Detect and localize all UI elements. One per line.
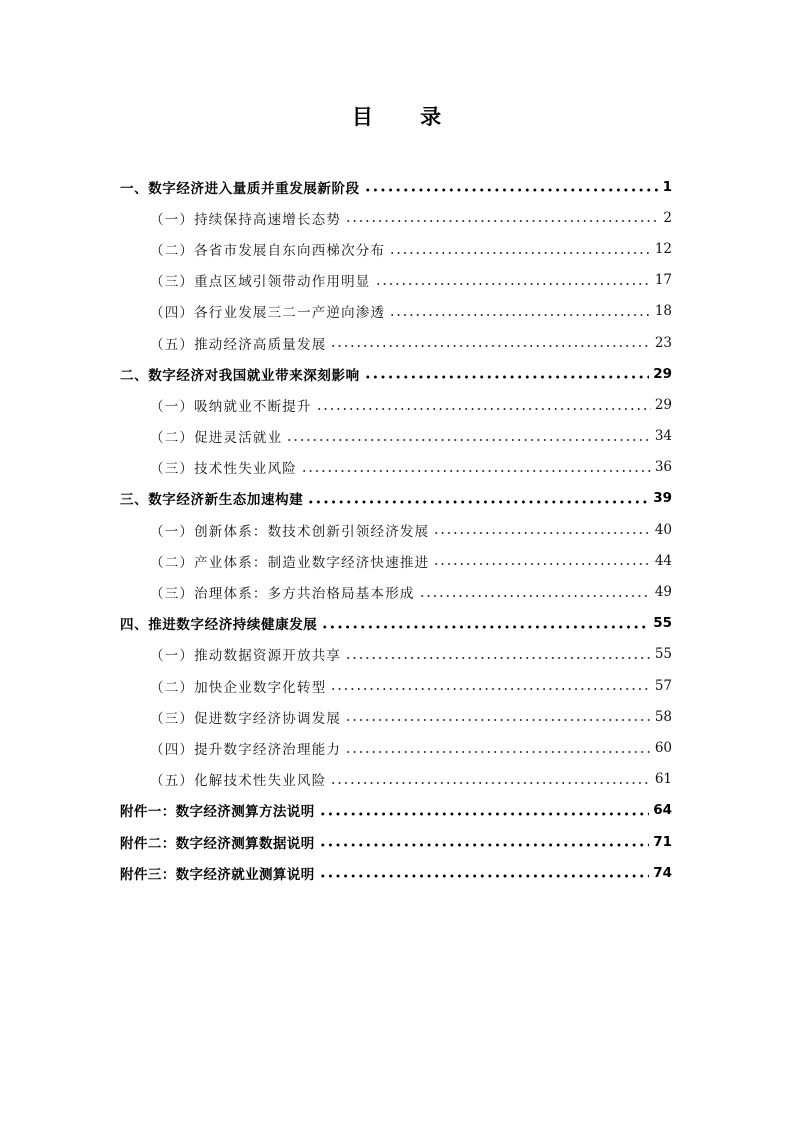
toc-dot-leader xyxy=(345,651,651,661)
toc-entry-label: （五）化解技术性失业风险 xyxy=(150,773,327,790)
toc-section-entry[interactable] xyxy=(120,389,672,420)
toc-page-number: 55 xyxy=(653,615,672,632)
toc-entry-label: 二、数字经济对我国就业带来深刻影响 xyxy=(120,367,360,384)
toc-page-number: 23 xyxy=(654,334,672,351)
toc-page-number: 17 xyxy=(654,272,672,289)
toc-section-entry[interactable] xyxy=(120,639,672,670)
toc-entry-label: （三）促进数字经济协调发展 xyxy=(150,710,342,727)
toc-section-entry[interactable] xyxy=(120,296,672,327)
toc-dot-leader xyxy=(319,869,650,879)
toc-chapter-entry[interactable] xyxy=(120,608,672,639)
toc-section-entry[interactable] xyxy=(120,576,672,607)
toc-dot-leader xyxy=(433,526,651,536)
toc-entry-label: 附件一：数字经济测算方法说明 xyxy=(120,804,315,821)
toc-page-number: 12 xyxy=(654,240,672,257)
toc-section-entry[interactable] xyxy=(120,452,672,483)
toc-page-number: 74 xyxy=(653,864,672,881)
toc-entry-label: （二）产业体系：制造业数字经济快速推进 xyxy=(150,554,430,571)
toc-entry-label: （四）各行业发展三二一产逆向渗透 xyxy=(150,305,386,322)
toc-dot-leader xyxy=(319,838,650,848)
toc-dot-leader xyxy=(433,557,651,567)
toc-page-number: 55 xyxy=(654,646,672,663)
toc-dot-leader xyxy=(301,464,651,474)
toc-dot-leader xyxy=(345,214,659,224)
toc-page-number: 57 xyxy=(654,677,672,694)
toc-entry-label: 一、数字经济进入量质并重发展新阶段 xyxy=(120,180,360,197)
toc-section-entry[interactable] xyxy=(120,233,672,264)
toc-page-number: 71 xyxy=(653,833,672,850)
toc-section-entry[interactable] xyxy=(120,701,672,732)
toc-dot-leader xyxy=(375,277,651,287)
toc-page-number: 44 xyxy=(654,552,672,569)
toc-entry-label: （三）治理体系：多方共治格局基本形成 xyxy=(150,586,415,603)
toc-dot-leader xyxy=(364,370,650,380)
toc-dot-leader xyxy=(389,246,651,256)
toc-entry-label: （一）持续保持高速增长态势 xyxy=(150,211,342,228)
toc-page-number: 39 xyxy=(653,490,672,507)
toc-entry-label: （二）各省市发展自东向西梯次分布 xyxy=(150,242,386,259)
toc-entry-label: （五）推动经济高质量发展 xyxy=(150,336,327,353)
toc-section-entry[interactable] xyxy=(120,764,672,795)
toc-dot-leader xyxy=(321,620,649,630)
toc-section-entry[interactable] xyxy=(120,545,672,576)
toc-page-number: 1 xyxy=(662,178,672,195)
toc-entry-label: 附件二：数字经济测算数据说明 xyxy=(120,835,315,852)
toc-page-number: 18 xyxy=(654,303,672,320)
toc-entry-label: （一）创新体系：数技术创新引领经济发展 xyxy=(150,523,430,540)
toc-chapter-entry[interactable] xyxy=(120,826,672,857)
toc-chapter-entry[interactable] xyxy=(120,857,672,888)
toc-page-number: 36 xyxy=(654,459,672,476)
toc-entry-label: （三）技术性失业风险 xyxy=(150,461,297,478)
toc-page-number: 29 xyxy=(654,396,672,413)
toc-section-entry[interactable] xyxy=(120,202,672,233)
toc-page-number: 64 xyxy=(653,802,672,819)
toc-dot-leader xyxy=(316,402,651,412)
toc-section-entry[interactable] xyxy=(120,327,672,358)
toc-chapter-entry[interactable] xyxy=(120,483,672,514)
toc-page-number: 58 xyxy=(654,708,672,725)
toc-dot-leader xyxy=(345,745,651,755)
toc-section-entry[interactable] xyxy=(120,265,672,296)
toc-chapter-entry[interactable] xyxy=(120,795,672,826)
toc-entry-label: （二）加快企业数字化转型 xyxy=(150,679,327,696)
toc-dot-leader xyxy=(286,433,651,443)
toc-entry-label: （一）吸纳就业不断提升 xyxy=(150,398,312,415)
toc-page-number: 49 xyxy=(654,584,672,601)
toc-chapter-entry[interactable] xyxy=(120,171,672,202)
toc-entry-label: （一）推动数据资源开放共享 xyxy=(150,648,342,665)
toc-dot-leader xyxy=(307,495,649,505)
toc-dot-leader xyxy=(319,807,650,817)
table-of-contents xyxy=(120,171,672,888)
toc-dot-leader xyxy=(345,713,651,723)
toc-entry-label: （三）重点区域引领带动作用明显 xyxy=(150,274,371,291)
toc-page-number: 40 xyxy=(654,521,672,538)
toc-dot-leader xyxy=(419,589,651,599)
toc-entry-label: （二）促进灵活就业 xyxy=(150,430,283,447)
toc-page-number: 61 xyxy=(654,771,672,788)
toc-entry-label: （四）提升数字经济治理能力 xyxy=(150,741,342,758)
toc-page-number: 34 xyxy=(654,428,672,445)
toc-dot-leader xyxy=(389,308,651,318)
toc-dot-leader xyxy=(330,339,650,349)
toc-entry-label: 三、数字经济新生态加速构建 xyxy=(120,492,304,509)
toc-page-number: 2 xyxy=(663,209,672,226)
toc-section-entry[interactable] xyxy=(120,514,672,545)
toc-section-entry[interactable] xyxy=(120,670,672,701)
toc-entry-label: 附件三：数字经济就业测算说明 xyxy=(120,866,315,883)
toc-chapter-entry[interactable] xyxy=(120,358,672,389)
toc-dot-leader xyxy=(364,183,659,193)
page-title: 目 录 xyxy=(351,105,462,129)
toc-dot-leader xyxy=(330,682,650,692)
toc-section-entry[interactable] xyxy=(120,421,672,452)
toc-dot-leader xyxy=(330,776,650,786)
toc-page-number: 60 xyxy=(654,739,672,756)
toc-entry-label: 四、推进数字经济持续健康发展 xyxy=(120,617,318,634)
toc-section-entry[interactable] xyxy=(120,732,672,763)
toc-page-number: 29 xyxy=(653,365,672,382)
